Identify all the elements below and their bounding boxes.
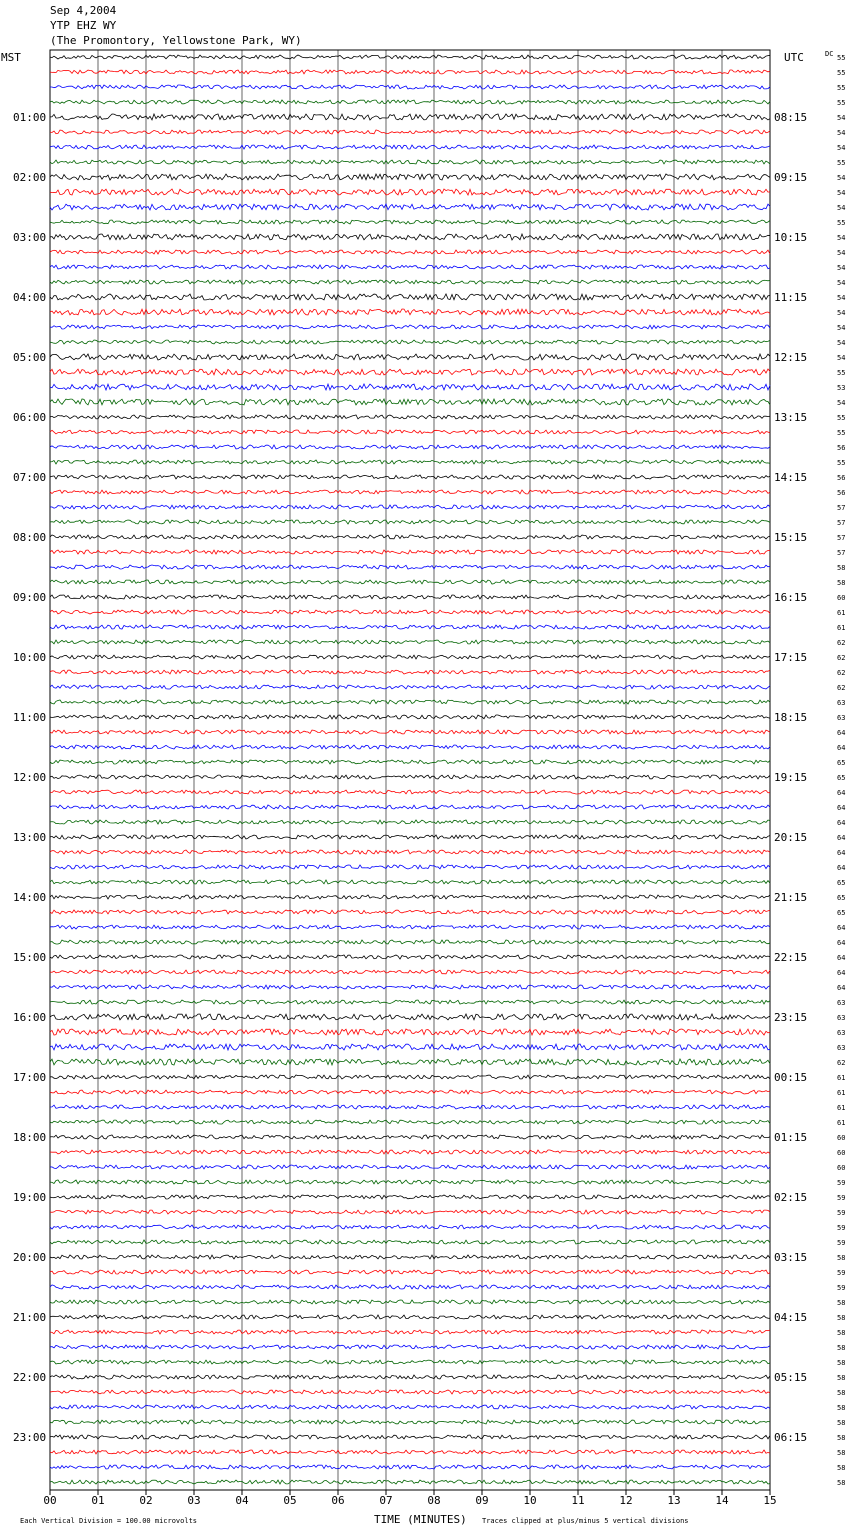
mst-hour-label: 23:00 bbox=[13, 1431, 47, 1444]
dc-offset-label: 61 bbox=[837, 1104, 846, 1112]
seismic-trace bbox=[50, 1000, 770, 1004]
seismic-trace bbox=[50, 865, 770, 869]
dc-offset-label: 64 bbox=[837, 834, 846, 842]
x-tick-label: 15 bbox=[763, 1494, 777, 1507]
mst-hour-label: 11:00 bbox=[13, 711, 47, 724]
seismic-trace bbox=[50, 234, 770, 240]
x-tick-label: 12 bbox=[619, 1494, 633, 1507]
dc-offset-label: 54 bbox=[837, 399, 846, 407]
mst-hour-label: 20:00 bbox=[13, 1251, 47, 1264]
dc-offset-label: 58 bbox=[837, 1419, 846, 1427]
seismic-trace bbox=[50, 1240, 770, 1244]
dc-offset-label: 55 bbox=[837, 219, 846, 227]
mst-hour-label: 17:00 bbox=[13, 1071, 47, 1084]
dc-offset-label: 64 bbox=[837, 789, 846, 797]
dc-offset-label: 59 bbox=[837, 1239, 846, 1247]
x-tick-label: 05 bbox=[283, 1494, 297, 1507]
seismic-trace bbox=[50, 565, 770, 569]
mst-hour-label: 15:00 bbox=[13, 951, 47, 964]
dc-offset-label: 58 bbox=[837, 579, 846, 587]
utc-hour-label: 18:15 bbox=[774, 711, 808, 724]
dc-offset-label: 55 bbox=[837, 369, 846, 377]
dc-offset-label: 58 bbox=[837, 1299, 846, 1307]
x-tick-label: 01 bbox=[91, 1494, 105, 1507]
dc-offset-label: 60 bbox=[837, 1149, 846, 1157]
dc-offset-label: 57 bbox=[837, 549, 846, 557]
seismic-trace bbox=[50, 715, 770, 719]
seismic-trace bbox=[50, 895, 770, 899]
utc-hour-label: 03:15 bbox=[774, 1251, 808, 1264]
dc-offset-label: 64 bbox=[837, 804, 846, 812]
dc-offset-label: 59 bbox=[837, 1179, 846, 1187]
dc-offset-label: 54 bbox=[837, 339, 846, 347]
mst-hour-label: 06:00 bbox=[13, 411, 47, 424]
seismic-trace bbox=[50, 1345, 770, 1349]
x-tick-label: 14 bbox=[715, 1494, 729, 1507]
seismic-trace bbox=[50, 354, 770, 360]
mst-hour-label: 03:00 bbox=[13, 231, 47, 244]
dc-offset-label: 64 bbox=[837, 729, 846, 737]
dc-label: DC bbox=[825, 50, 834, 58]
seismic-trace bbox=[50, 610, 770, 614]
mst-hour-label: 18:00 bbox=[13, 1131, 47, 1144]
dc-offset-label: 64 bbox=[837, 969, 846, 977]
x-tick-label: 03 bbox=[187, 1494, 201, 1507]
utc-hour-label: 13:15 bbox=[774, 411, 808, 424]
dc-offset-label: 54 bbox=[837, 279, 846, 287]
seismic-trace bbox=[50, 204, 770, 210]
utc-axis-label: UTC bbox=[784, 51, 804, 64]
dc-offset-label: 54 bbox=[837, 204, 846, 212]
seismic-trace bbox=[50, 1330, 770, 1334]
seismic-trace bbox=[50, 340, 770, 344]
dc-offset-label: 64 bbox=[837, 954, 846, 962]
dc-offset-label: 54 bbox=[837, 189, 846, 197]
seismic-trace bbox=[50, 130, 770, 134]
dc-offset-label: 63 bbox=[837, 1014, 846, 1022]
seismic-trace bbox=[50, 325, 770, 329]
dc-offset-label: 58 bbox=[837, 1389, 846, 1397]
seismic-trace bbox=[50, 280, 770, 284]
seismic-trace bbox=[50, 985, 770, 989]
dc-offset-label: 65 bbox=[837, 894, 846, 902]
utc-hour-label: 08:15 bbox=[774, 111, 808, 124]
dc-offset-label: 64 bbox=[837, 864, 846, 872]
header-location: (The Promontory, Yellowstone Park, WY) bbox=[50, 34, 302, 47]
seismic-trace bbox=[50, 1225, 770, 1229]
dc-offset-label: 54 bbox=[837, 234, 846, 242]
dc-offset-label: 62 bbox=[837, 669, 846, 677]
seismic-trace bbox=[50, 445, 770, 449]
seismic-trace bbox=[50, 174, 770, 180]
x-tick-label: 02 bbox=[139, 1494, 153, 1507]
utc-hour-label: 15:15 bbox=[774, 531, 808, 544]
seismic-trace bbox=[50, 775, 770, 779]
seismic-trace bbox=[50, 970, 770, 974]
dc-offset-label: 64 bbox=[837, 744, 846, 752]
seismic-trace bbox=[50, 925, 770, 929]
mst-hour-label: 08:00 bbox=[13, 531, 47, 544]
seismic-trace bbox=[50, 160, 770, 164]
mst-hour-label: 16:00 bbox=[13, 1011, 47, 1024]
seismic-trace bbox=[50, 580, 770, 584]
dc-offset-label: 61 bbox=[837, 1119, 846, 1127]
seismic-trace bbox=[50, 1044, 770, 1050]
mst-hour-label: 22:00 bbox=[13, 1371, 47, 1384]
seismic-trace bbox=[50, 1375, 770, 1379]
dc-offset-label: 64 bbox=[837, 819, 846, 827]
x-tick-label: 00 bbox=[43, 1494, 57, 1507]
seismic-trace bbox=[50, 1090, 770, 1094]
mst-hour-label: 09:00 bbox=[13, 591, 47, 604]
seismic-trace bbox=[50, 1450, 770, 1454]
seismic-trace bbox=[50, 850, 770, 854]
dc-offset-label: 56 bbox=[837, 489, 846, 497]
dc-offset-label: 65 bbox=[837, 774, 846, 782]
dc-offset-label: 54 bbox=[837, 114, 846, 122]
utc-hour-label: 01:15 bbox=[774, 1131, 808, 1144]
x-tick-label: 09 bbox=[475, 1494, 489, 1507]
dc-offset-label: 55 bbox=[837, 84, 846, 92]
seismic-trace bbox=[50, 760, 770, 764]
dc-offset-label: 60 bbox=[837, 594, 846, 602]
seismic-trace bbox=[50, 1315, 770, 1319]
x-tick-label: 04 bbox=[235, 1494, 249, 1507]
utc-hour-label: 23:15 bbox=[774, 1011, 808, 1024]
dc-offset-label: 56 bbox=[837, 444, 846, 452]
x-tick-label: 13 bbox=[667, 1494, 681, 1507]
seismic-trace bbox=[50, 1480, 770, 1484]
seismic-trace bbox=[50, 955, 770, 959]
dc-offset-label: 60 bbox=[837, 1134, 846, 1142]
dc-offset-label: 55 bbox=[837, 429, 846, 437]
seismic-trace bbox=[50, 294, 770, 300]
utc-hour-label: 17:15 bbox=[774, 651, 808, 664]
seismic-trace bbox=[50, 1075, 770, 1079]
mst-hour-label: 10:00 bbox=[13, 651, 47, 664]
dc-offset-label: 58 bbox=[837, 1329, 846, 1337]
dc-offset-label: 62 bbox=[837, 1059, 846, 1067]
footer-clip-text: Traces clipped at plus/minus 5 vertical divisions bbox=[482, 1517, 689, 1525]
seismic-trace bbox=[50, 70, 770, 74]
seismic-trace bbox=[50, 490, 770, 494]
dc-offset-label: 63 bbox=[837, 699, 846, 707]
mst-hour-label: 01:00 bbox=[13, 111, 47, 124]
seismic-trace bbox=[50, 1195, 770, 1199]
utc-hour-label: 09:15 bbox=[774, 171, 808, 184]
dc-offset-label: 59 bbox=[837, 1194, 846, 1202]
seismic-trace bbox=[50, 1390, 770, 1394]
seismic-trace bbox=[50, 1435, 770, 1439]
dc-offset-label: 58 bbox=[837, 1464, 846, 1472]
utc-hour-label: 02:15 bbox=[774, 1191, 808, 1204]
seismic-trace bbox=[50, 114, 770, 120]
x-axis-title: TIME (MINUTES) bbox=[374, 1513, 467, 1526]
seismic-trace bbox=[50, 1360, 770, 1364]
seismic-trace bbox=[50, 1150, 770, 1154]
seismic-trace bbox=[50, 430, 770, 434]
seismic-trace bbox=[50, 220, 770, 224]
mst-hour-label: 14:00 bbox=[13, 891, 47, 904]
dc-offset-label: 54 bbox=[837, 309, 846, 317]
seismic-trace bbox=[50, 670, 770, 674]
dc-offset-label: 53 bbox=[837, 384, 846, 392]
dc-offset-label: 58 bbox=[837, 564, 846, 572]
dc-offset-label: 54 bbox=[837, 129, 846, 137]
seismic-trace bbox=[50, 505, 770, 509]
utc-hour-label: 12:15 bbox=[774, 351, 808, 364]
dc-offset-label: 64 bbox=[837, 924, 846, 932]
seismic-trace bbox=[50, 189, 770, 195]
seismic-trace bbox=[50, 1465, 770, 1469]
utc-hour-label: 04:15 bbox=[774, 1311, 808, 1324]
dc-offset-label: 58 bbox=[837, 1344, 846, 1352]
seismic-trace bbox=[50, 384, 770, 390]
seismic-trace bbox=[50, 55, 770, 59]
x-tick-label: 11 bbox=[571, 1494, 585, 1507]
dc-offset-label: 61 bbox=[837, 624, 846, 632]
dc-offset-label: 57 bbox=[837, 519, 846, 527]
seismic-trace bbox=[50, 1300, 770, 1304]
dc-offset-label: 55 bbox=[837, 99, 846, 107]
mst-hour-label: 21:00 bbox=[13, 1311, 47, 1324]
utc-hour-label: 22:15 bbox=[774, 951, 808, 964]
dc-offset-label: 59 bbox=[837, 1209, 846, 1217]
dc-offset-label: 62 bbox=[837, 639, 846, 647]
utc-hour-label: 20:15 bbox=[774, 831, 808, 844]
seismic-trace bbox=[50, 1135, 770, 1139]
dc-offset-label: 54 bbox=[837, 264, 846, 272]
dc-offset-label: 54 bbox=[837, 144, 846, 152]
dc-offset-label: 59 bbox=[837, 1284, 846, 1292]
mst-hour-label: 12:00 bbox=[13, 771, 47, 784]
dc-offset-label: 63 bbox=[837, 714, 846, 722]
utc-hour-label: 11:15 bbox=[774, 291, 808, 304]
seismic-trace bbox=[50, 550, 770, 554]
dc-offset-label: 58 bbox=[837, 1254, 846, 1262]
dc-offset-label: 54 bbox=[837, 324, 846, 332]
seismic-trace bbox=[50, 1405, 770, 1409]
seismic-trace bbox=[50, 399, 770, 405]
header-date: Sep 4,2004 bbox=[50, 4, 117, 17]
seismic-trace bbox=[50, 1105, 770, 1109]
seismic-trace bbox=[50, 309, 770, 315]
dc-offset-label: 58 bbox=[837, 1479, 846, 1487]
dc-offset-label: 54 bbox=[837, 249, 846, 257]
dc-offset-label: 55 bbox=[837, 159, 846, 167]
seismic-trace bbox=[50, 475, 770, 479]
dc-offset-label: 57 bbox=[837, 534, 846, 542]
dc-offset-label: 54 bbox=[837, 294, 846, 302]
mst-hour-label: 19:00 bbox=[13, 1191, 47, 1204]
dc-offset-label: 54 bbox=[837, 354, 846, 362]
seismic-trace bbox=[50, 940, 770, 944]
seismic-trace bbox=[50, 625, 770, 629]
dc-offset-label: 63 bbox=[837, 1029, 846, 1037]
seismic-trace bbox=[50, 1120, 770, 1124]
seismic-trace bbox=[50, 1029, 770, 1035]
x-tick-label: 10 bbox=[523, 1494, 537, 1507]
dc-offset-label: 64 bbox=[837, 984, 846, 992]
seismic-trace bbox=[50, 265, 770, 269]
dc-offset-label: 63 bbox=[837, 1044, 846, 1052]
seismic-trace bbox=[50, 820, 770, 824]
mst-hour-label: 02:00 bbox=[13, 171, 47, 184]
x-tick-label: 08 bbox=[427, 1494, 441, 1507]
seismic-trace bbox=[50, 369, 770, 375]
dc-offset-label: 65 bbox=[837, 759, 846, 767]
seismic-trace bbox=[50, 145, 770, 149]
seismic-trace bbox=[50, 1270, 770, 1274]
dc-offset-label: 60 bbox=[837, 1164, 846, 1172]
utc-hour-label: 21:15 bbox=[774, 891, 808, 904]
dc-offset-label: 57 bbox=[837, 504, 846, 512]
mst-axis-label: MST bbox=[1, 51, 21, 64]
seismic-trace bbox=[50, 1059, 770, 1065]
seismic-trace bbox=[50, 595, 770, 599]
seismic-trace bbox=[50, 805, 770, 809]
dc-offset-label: 55 bbox=[837, 54, 846, 62]
x-tick-label: 07 bbox=[379, 1494, 393, 1507]
utc-hour-label: 10:15 bbox=[774, 231, 808, 244]
dc-offset-label: 65 bbox=[837, 879, 846, 887]
dc-offset-label: 61 bbox=[837, 1074, 846, 1082]
dc-offset-label: 59 bbox=[837, 1224, 846, 1232]
dc-offset-label: 58 bbox=[837, 1374, 846, 1382]
seismic-trace bbox=[50, 85, 770, 89]
seismic-trace bbox=[50, 745, 770, 749]
seismic-trace bbox=[50, 640, 770, 644]
dc-offset-label: 58 bbox=[837, 1359, 846, 1367]
utc-hour-label: 14:15 bbox=[774, 471, 808, 484]
dc-offset-label: 55 bbox=[837, 459, 846, 467]
utc-hour-label: 05:15 bbox=[774, 1371, 808, 1384]
seismic-trace bbox=[50, 1420, 770, 1424]
dc-offset-label: 58 bbox=[837, 1449, 846, 1457]
dc-offset-label: 61 bbox=[837, 1089, 846, 1097]
mst-hour-label: 05:00 bbox=[13, 351, 47, 364]
dc-offset-label: 63 bbox=[837, 999, 846, 1007]
seismic-trace bbox=[50, 100, 770, 104]
dc-offset-label: 58 bbox=[837, 1434, 846, 1442]
mst-hour-label: 04:00 bbox=[13, 291, 47, 304]
seismic-trace bbox=[50, 685, 770, 689]
dc-offset-label: 61 bbox=[837, 609, 846, 617]
dc-offset-label: 58 bbox=[837, 1314, 846, 1322]
mst-hour-label: 07:00 bbox=[13, 471, 47, 484]
dc-offset-label: 62 bbox=[837, 684, 846, 692]
dc-offset-label: 54 bbox=[837, 174, 846, 182]
seismic-trace bbox=[50, 730, 770, 734]
x-tick-label: 06 bbox=[331, 1494, 345, 1507]
seismic-trace bbox=[50, 1210, 770, 1214]
dc-offset-label: 58 bbox=[837, 1404, 846, 1412]
seismic-trace bbox=[50, 880, 770, 884]
seismic-trace bbox=[50, 790, 770, 794]
seismic-trace bbox=[50, 1165, 770, 1169]
seismic-trace bbox=[50, 1285, 770, 1289]
seismic-trace bbox=[50, 700, 770, 704]
seismic-trace bbox=[50, 1255, 770, 1259]
seismic-trace bbox=[50, 910, 770, 914]
seismic-trace bbox=[50, 460, 770, 464]
header-station: YTP EHZ WY bbox=[50, 19, 117, 32]
seismic-trace bbox=[50, 655, 770, 659]
dc-offset-label: 62 bbox=[837, 654, 846, 662]
dc-offset-label: 65 bbox=[837, 909, 846, 917]
dc-offset-label: 55 bbox=[837, 69, 846, 77]
dc-offset-label: 64 bbox=[837, 849, 846, 857]
dc-offset-label: 64 bbox=[837, 939, 846, 947]
dc-offset-label: 59 bbox=[837, 1269, 846, 1277]
seismic-trace bbox=[50, 1180, 770, 1184]
utc-hour-label: 00:15 bbox=[774, 1071, 808, 1084]
seismic-trace bbox=[50, 520, 770, 524]
footer-scale-text: Each Vertical Division = 100.00 microvolts bbox=[20, 1517, 198, 1525]
mst-hour-label: 13:00 bbox=[13, 831, 47, 844]
utc-hour-label: 06:15 bbox=[774, 1431, 808, 1444]
dc-offset-label: 55 bbox=[837, 414, 846, 422]
utc-hour-label: 19:15 bbox=[774, 771, 808, 784]
seismic-trace bbox=[50, 835, 770, 839]
seismic-trace bbox=[50, 1014, 770, 1020]
dc-offset-label: 56 bbox=[837, 474, 846, 482]
utc-hour-label: 16:15 bbox=[774, 591, 808, 604]
seismic-trace bbox=[50, 250, 770, 254]
seismic-trace bbox=[50, 535, 770, 539]
seismic-trace bbox=[50, 415, 770, 419]
